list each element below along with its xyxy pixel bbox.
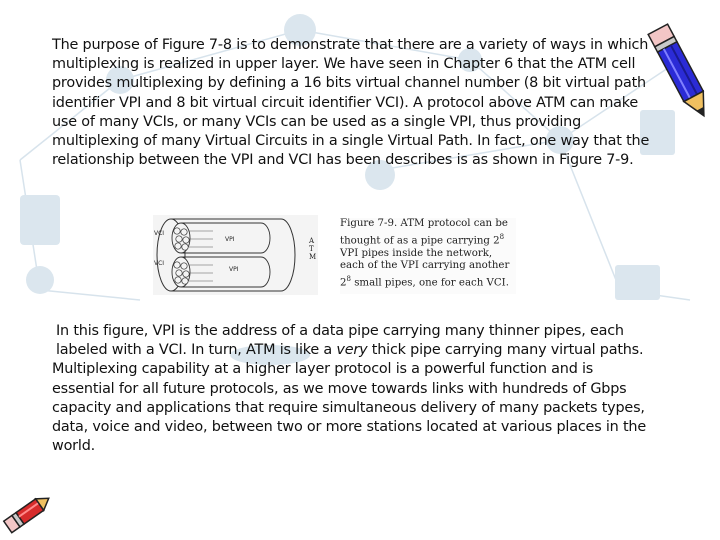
intro-paragraph [52, 36, 652, 170]
figure-caption: Figure 7-9. ATM protocol can be thought of as a pipe carrying $2^8$ VPI pipes inside the network, each of the VPI carrying another $2^8$ small pipes, one for each VCI. [340, 218, 516, 294]
vpi-label: VPI [229, 266, 239, 273]
atm-label-a: A [309, 237, 315, 245]
pencil-icon [640, 18, 720, 128]
atm-label-m: M [309, 253, 317, 261]
explanation-paragraphs [52, 322, 652, 456]
multiplexing-paragraph: Multiplexing capability at a higher layer protocol is a powerful function and is essential for all future protocols, as we move towards links with hundreds of Gbps capacity and applications that require simultaneous delivery of many packets types, data, voice and video, between two or more stations located at various places in the world. [52, 361, 646, 455]
vci-label: VCI [154, 230, 165, 237]
intro-text: The purpose of Figure 7-8 is to demonstrate that there are a variety of ways in which multiplexing is realized in upper layer. We have seen in Chapter 6 that the ATM cell provides multiplexing by defining a 16 bits virtual channel number (8 bit virtual path identifier VPI and 8 bit virtual circuit identifier VCI). A protocol above ATM can make use of many VCIs, or many VCIs can be used as a single VPI, thus providing multiplexing of many Virtual Circuits in a single Virtual Path. In fact, one way that the relationship between the VPI and VCI has been describes is as shown in Figure 7-9. [52, 37, 650, 169]
atm-pipe-figure [153, 215, 318, 295]
pencil-icon [0, 488, 56, 540]
vci-label: VCI [154, 260, 165, 267]
vpi-label: VPI [225, 236, 235, 243]
vpi-explanation: In this figure, VPI is the address of a data pipe carrying many thinner pipes, each labeled with a VCI. In turn, ATM is like a very thick pipe carrying many virtual paths. [56, 323, 644, 359]
atm-label-t: T [309, 245, 314, 253]
